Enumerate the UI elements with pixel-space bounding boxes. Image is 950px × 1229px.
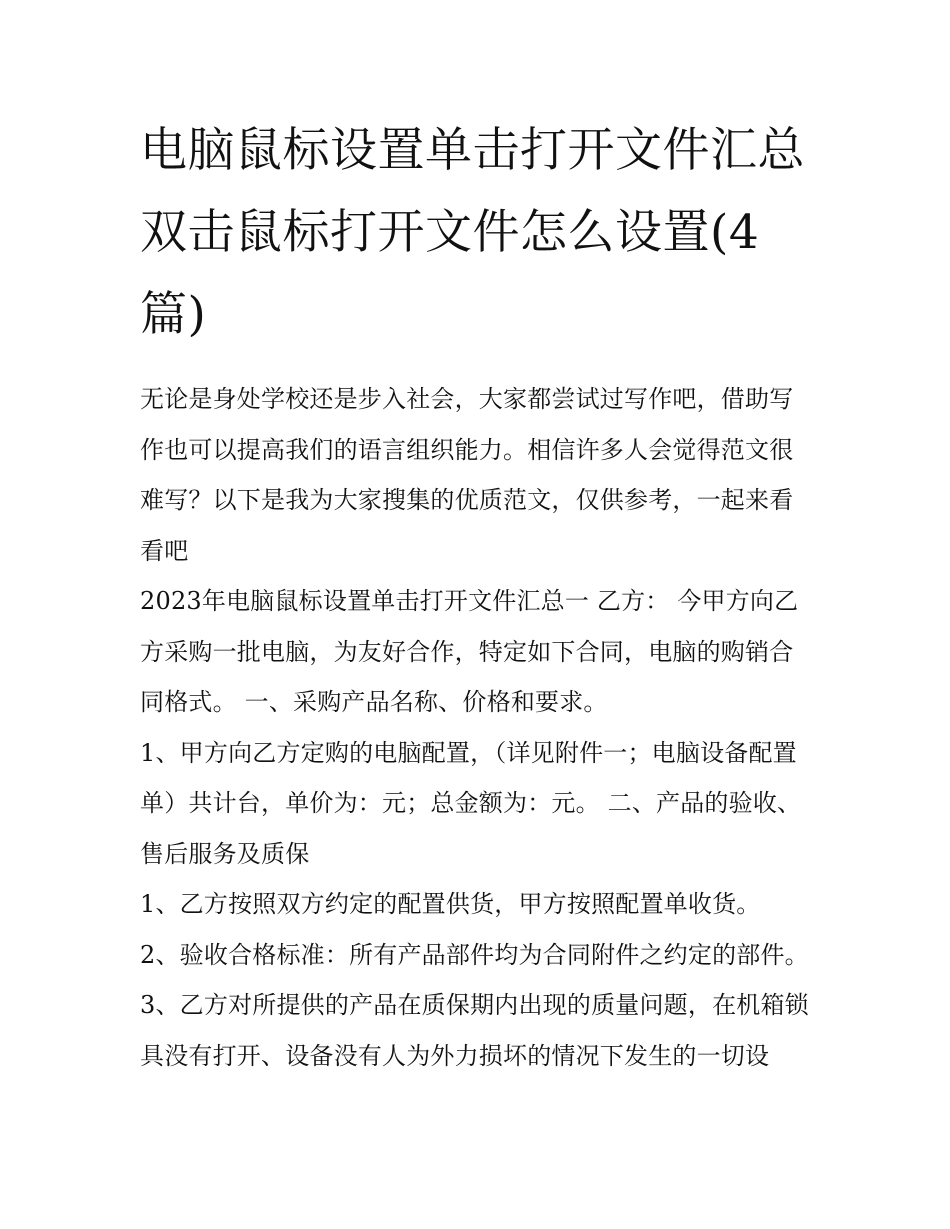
acceptance-item-3: 3、乙方对所提供的产品在质保期内出现的质量问题，在机箱锁具没有打开、设备没有人为外力损坏的情况下发生的一切设: [140, 991, 809, 1070]
clause-1-paragraph: 1、甲方向乙方定购的电脑配置，（详见附件一；电脑设备配置单）共计台，单价为：元；总金额为：元。 二、产品的验收、售后服务及质保: [140, 738, 802, 868]
acceptance-item-1: 1、乙方按照双方约定的配置供货，甲方按照配置单收货。: [140, 890, 761, 918]
document-page: [140, 110, 812, 1081]
intro-paragraph: 无论是身处学校还是步入社会，大家都尝试过写作吧，借助写作也可以提高我们的语言组织能力。相信许多人会觉得范文很难写？以下是我为大家搜集的优质范文，仅供参考，一起来看看吧: [140, 385, 794, 565]
document-title: 电脑鼠标设置单击打开文件汇总 双击鼠标打开文件怎么设置(4篇): [140, 123, 805, 342]
acceptance-item-2: 2、验收合格标准：所有产品部件均为合同附件之约定的部件。: [140, 940, 809, 969]
contract-intro-paragraph: 2023年电脑鼠标设置单击打开文件汇总一 乙方： 今甲方向乙方采购一批电脑，为友好合作，特定如下合同，电脑的购销合同格式。 一、采购产品名称、价格和要求。: [140, 587, 799, 716]
